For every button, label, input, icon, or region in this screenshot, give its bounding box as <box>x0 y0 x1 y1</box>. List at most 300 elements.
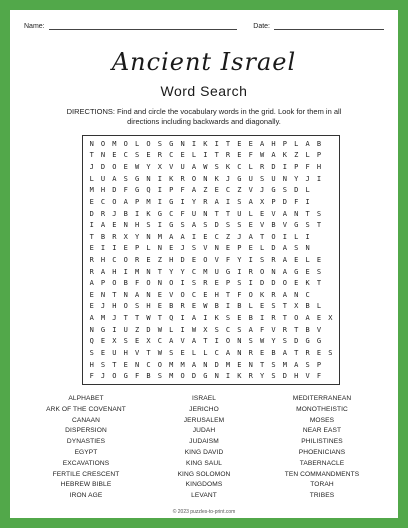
grid-letter[interactable]: I <box>225 197 231 206</box>
grid-letter[interactable]: M <box>203 267 208 276</box>
grid-letter[interactable]: R <box>248 267 253 276</box>
grid-letter[interactable]: P <box>135 197 140 206</box>
grid-letter[interactable]: V <box>214 255 219 264</box>
grid-letter[interactable]: T <box>282 314 287 323</box>
grid-letter[interactable]: B <box>214 302 219 311</box>
grid-letter[interactable]: T <box>294 325 299 334</box>
grid-letter[interactable]: E <box>191 302 197 311</box>
grid-letter[interactable]: A <box>305 314 310 323</box>
grid-letter[interactable]: O <box>112 163 117 172</box>
grid-letter[interactable]: S <box>316 209 322 218</box>
grid-letter[interactable]: I <box>191 232 197 241</box>
grid-letter[interactable]: E <box>237 151 242 160</box>
grid-letter[interactable]: N <box>214 372 219 381</box>
grid-letter[interactable]: R <box>180 174 185 183</box>
grid-letter[interactable]: L <box>191 348 197 357</box>
grid-letter[interactable]: M <box>157 232 162 241</box>
grid-letter[interactable]: T <box>225 209 231 218</box>
grid-letter[interactable]: G <box>271 186 276 195</box>
grid-letter[interactable]: A <box>191 186 197 195</box>
grid-letter[interactable]: I <box>203 314 208 323</box>
grid-letter[interactable]: Y <box>260 372 265 381</box>
grid-letter[interactable]: A <box>282 209 287 218</box>
grid-letter[interactable]: E <box>169 244 174 253</box>
grid-letter[interactable]: N <box>157 279 162 288</box>
grid-letter[interactable]: O <box>123 302 128 311</box>
grid-letter[interactable]: W <box>203 302 208 311</box>
grid-letter[interactable]: V <box>282 221 287 230</box>
grid-letter[interactable]: N <box>135 360 140 369</box>
grid-letter[interactable]: W <box>157 348 162 357</box>
grid-letter[interactable]: Y <box>146 163 151 172</box>
grid-letter[interactable]: V <box>180 337 185 346</box>
grid-letter[interactable]: N <box>123 290 128 299</box>
grid-letter[interactable]: B <box>271 348 276 357</box>
grid-letter[interactable]: I <box>157 174 162 183</box>
grid-letter[interactable]: B <box>248 314 253 323</box>
grid-letter[interactable] <box>325 336 336 348</box>
grid-letter[interactable]: D <box>146 325 151 334</box>
grid-letter[interactable]: N <box>146 232 151 241</box>
grid-letter[interactable]: U <box>248 174 253 183</box>
grid-letter[interactable]: E <box>248 139 253 148</box>
grid-letter[interactable]: E <box>294 279 299 288</box>
grid-letter[interactable]: L <box>248 163 253 172</box>
grid-letter[interactable]: B <box>123 279 128 288</box>
grid-letter[interactable]: S <box>305 360 310 369</box>
grid-letter[interactable]: E <box>237 314 242 323</box>
grid-letter[interactable]: E <box>237 139 242 148</box>
grid-letter[interactable]: J <box>225 174 231 183</box>
grid-letter[interactable]: S <box>169 348 174 357</box>
grid-letter[interactable]: O <box>260 267 265 276</box>
grid-letter[interactable]: B <box>123 209 128 218</box>
grid-letter[interactable] <box>325 161 336 173</box>
grid-letter[interactable]: S <box>260 174 265 183</box>
grid-letter[interactable]: P <box>169 186 174 195</box>
grid-letter[interactable]: N <box>203 360 208 369</box>
grid-letter[interactable]: G <box>100 325 106 334</box>
grid-letter[interactable]: R <box>305 348 310 357</box>
grid-letter[interactable]: M <box>169 372 174 381</box>
grid-letter[interactable]: E <box>316 314 322 323</box>
grid-letter[interactable]: E <box>214 186 219 195</box>
grid-letter[interactable]: E <box>237 360 242 369</box>
grid-letter[interactable]: I <box>305 232 310 241</box>
grid-letter[interactable]: N <box>294 209 299 218</box>
grid-letter[interactable]: S <box>135 302 140 311</box>
grid-letter[interactable]: D <box>260 279 265 288</box>
grid-letter[interactable]: I <box>180 325 185 334</box>
grid-letter[interactable] <box>313 231 324 243</box>
grid-letter[interactable]: S <box>271 372 276 381</box>
grid-letter[interactable]: A <box>191 337 197 346</box>
grid-letter[interactable]: V <box>135 348 140 357</box>
grid-letter[interactable]: I <box>214 139 219 148</box>
grid-letter[interactable]: B <box>316 139 322 148</box>
grid-letter[interactable]: E <box>89 197 94 206</box>
grid-letter[interactable]: I <box>203 151 208 160</box>
grid-letter[interactable] <box>325 266 336 278</box>
grid-letter[interactable]: A <box>169 232 174 241</box>
grid-letter[interactable]: R <box>260 163 265 172</box>
grid-letter[interactable]: Z <box>225 232 231 241</box>
grid-letter[interactable]: J <box>260 186 265 195</box>
grid-letter[interactable]: F <box>316 372 322 381</box>
grid-letter[interactable]: E <box>100 348 106 357</box>
grid-letter[interactable]: R <box>203 279 208 288</box>
grid-letter[interactable] <box>313 289 324 301</box>
grid-letter[interactable]: D <box>294 337 299 346</box>
grid-letter[interactable]: O <box>123 139 128 148</box>
grid-letter[interactable]: Y <box>135 232 140 241</box>
grid-letter[interactable]: T <box>282 302 287 311</box>
grid-letter[interactable]: I <box>214 337 219 346</box>
grid-letter[interactable]: S <box>146 221 151 230</box>
grid-letter[interactable]: H <box>316 163 322 172</box>
grid-letter[interactable]: C <box>225 325 231 334</box>
grid-letter[interactable]: N <box>237 337 242 346</box>
grid-letter[interactable]: L <box>248 209 253 218</box>
grid-letter[interactable]: E <box>135 337 140 346</box>
grid-letter[interactable] <box>325 370 336 382</box>
grid-letter[interactable]: W <box>191 325 197 334</box>
grid-letter[interactable]: E <box>112 221 117 230</box>
grid-letter[interactable]: G <box>294 267 299 276</box>
grid-letter[interactable]: S <box>271 360 276 369</box>
grid-letter[interactable]: I <box>112 244 117 253</box>
grid-letter[interactable]: D <box>89 209 94 218</box>
grid-letter[interactable]: A <box>135 290 140 299</box>
grid-letter[interactable] <box>325 359 336 371</box>
grid-letter[interactable]: X <box>146 337 151 346</box>
grid-letter[interactable] <box>325 231 336 243</box>
grid-letter[interactable] <box>325 173 336 185</box>
grid-letter[interactable]: F <box>180 186 185 195</box>
grid-letter[interactable]: J <box>112 209 117 218</box>
grid-letter[interactable]: K <box>146 209 151 218</box>
grid-letter[interactable]: A <box>89 314 94 323</box>
grid-letter[interactable]: L <box>305 151 310 160</box>
grid-letter[interactable]: V <box>169 163 174 172</box>
grid-letter[interactable]: N <box>157 244 162 253</box>
grid-letter[interactable]: A <box>191 163 197 172</box>
grid-letter[interactable]: P <box>316 151 322 160</box>
grid-letter[interactable]: O <box>294 314 299 323</box>
grid-letter[interactable]: O <box>146 279 151 288</box>
grid-letter[interactable]: K <box>169 174 174 183</box>
grid-letter[interactable]: C <box>214 348 219 357</box>
grid-letter[interactable]: O <box>180 290 185 299</box>
grid-letter[interactable]: R <box>282 325 287 334</box>
grid-letter[interactable]: F <box>294 197 299 206</box>
grid-letter[interactable]: A <box>112 174 117 183</box>
grid-letter[interactable]: G <box>123 372 128 381</box>
grid-letter[interactable]: H <box>146 302 151 311</box>
grid-letter[interactable]: A <box>282 348 287 357</box>
grid-letter[interactable]: I <box>282 232 287 241</box>
grid-letter[interactable]: K <box>305 279 310 288</box>
grid-letter[interactable] <box>325 243 336 255</box>
grid-letter[interactable]: U <box>123 325 128 334</box>
grid-letter[interactable]: M <box>169 360 174 369</box>
grid-letter[interactable]: V <box>260 221 265 230</box>
grid-letter[interactable]: N <box>123 221 128 230</box>
grid-letter[interactable]: M <box>135 267 140 276</box>
grid-letter[interactable]: P <box>225 279 231 288</box>
grid-letter[interactable]: R <box>203 197 208 206</box>
grid-letter[interactable]: E <box>305 267 310 276</box>
grid-letter[interactable]: B <box>146 372 151 381</box>
grid-letter[interactable]: U <box>112 348 117 357</box>
grid-letter[interactable]: F <box>225 255 231 264</box>
grid-letter[interactable]: F <box>135 372 140 381</box>
grid-letter[interactable]: F <box>180 209 185 218</box>
date-blank[interactable] <box>274 22 384 30</box>
grid-letter[interactable]: L <box>146 244 151 253</box>
grid-letter[interactable]: T <box>294 348 299 357</box>
grid-letter[interactable]: K <box>282 151 287 160</box>
grid-letter[interactable]: P <box>135 244 140 253</box>
grid-letter[interactable]: T <box>135 314 140 323</box>
grid-letter[interactable]: E <box>123 244 128 253</box>
grid-letter[interactable]: H <box>294 372 299 381</box>
grid-letter[interactable]: J <box>180 244 185 253</box>
grid-letter[interactable]: I <box>180 279 185 288</box>
grid-letter[interactable]: A <box>100 267 106 276</box>
grid-letter[interactable]: Y <box>237 255 242 264</box>
grid-letter[interactable]: A <box>248 232 253 241</box>
grid-letter[interactable]: A <box>180 232 185 241</box>
grid-letter[interactable]: M <box>282 360 287 369</box>
grid-letter[interactable]: O <box>271 232 276 241</box>
grid-letter[interactable]: S <box>214 163 219 172</box>
grid-letter[interactable]: O <box>180 372 185 381</box>
grid-letter[interactable]: S <box>294 244 299 253</box>
grid-letter[interactable]: O <box>248 290 253 299</box>
grid-letter[interactable]: R <box>100 209 106 218</box>
grid-letter[interactable]: T <box>260 360 265 369</box>
grid-letter[interactable]: F <box>123 186 128 195</box>
grid-letter[interactable]: N <box>294 290 299 299</box>
grid-letter[interactable]: B <box>169 302 174 311</box>
grid-letter[interactable]: C <box>123 151 128 160</box>
grid-letter[interactable]: E <box>203 232 208 241</box>
grid-letter[interactable]: E <box>100 337 106 346</box>
grid-letter[interactable]: Y <box>191 197 197 206</box>
grid-letter[interactable]: G <box>203 372 208 381</box>
grid-letter[interactable]: W <box>157 325 162 334</box>
grid-letter[interactable]: O <box>123 255 128 264</box>
grid-letter[interactable]: H <box>89 360 94 369</box>
grid-letter[interactable]: E <box>112 151 117 160</box>
grid-letter[interactable]: C <box>237 163 242 172</box>
grid-letter[interactable]: C <box>191 267 197 276</box>
grid-letter[interactable]: C <box>169 151 174 160</box>
grid-letter[interactable]: U <box>214 267 219 276</box>
grid-letter[interactable]: S <box>157 139 162 148</box>
grid-letter[interactable]: W <box>260 151 265 160</box>
grid-letter[interactable]: N <box>100 151 106 160</box>
grid-letter[interactable]: I <box>89 221 94 230</box>
grid-letter[interactable]: O <box>112 197 117 206</box>
grid-letter[interactable]: T <box>157 267 162 276</box>
grid-letter[interactable]: T <box>214 151 219 160</box>
grid-letter[interactable] <box>325 184 336 196</box>
grid-letter[interactable]: T <box>203 337 208 346</box>
grid-letter[interactable]: I <box>225 372 231 381</box>
grid-letter[interactable]: S <box>282 186 287 195</box>
grid-letter[interactable]: K <box>214 314 219 323</box>
grid-letter[interactable]: J <box>100 372 106 381</box>
grid-letter[interactable]: M <box>146 197 151 206</box>
grid-letter[interactable] <box>325 301 336 313</box>
grid-letter[interactable]: K <box>203 139 208 148</box>
grid-letter[interactable] <box>325 150 336 162</box>
grid-letter[interactable]: W <box>146 314 151 323</box>
grid-letter[interactable]: T <box>225 290 231 299</box>
grid-letter[interactable]: Z <box>135 325 140 334</box>
grid-letter[interactable]: I <box>248 255 253 264</box>
grid-letter[interactable]: X <box>294 302 299 311</box>
grid-letter[interactable]: A <box>169 337 174 346</box>
grid-letter[interactable]: I <box>180 314 185 323</box>
grid-letter[interactable]: F <box>248 151 253 160</box>
grid-letter[interactable]: I <box>191 139 197 148</box>
grid-letter[interactable]: E <box>180 348 185 357</box>
grid-letter[interactable]: N <box>214 244 219 253</box>
grid-letter[interactable]: K <box>214 174 219 183</box>
grid-letter[interactable]: Z <box>157 255 162 264</box>
grid-letter[interactable] <box>325 254 336 266</box>
grid-letter[interactable]: R <box>271 290 276 299</box>
grid-letter[interactable]: U <box>271 174 276 183</box>
grid-letter[interactable]: S <box>225 314 231 323</box>
grid-letter[interactable]: H <box>271 139 276 148</box>
grid-letter[interactable]: N <box>180 139 185 148</box>
grid-letter[interactable]: D <box>271 163 276 172</box>
grid-letter[interactable]: R <box>180 302 185 311</box>
grid-letter[interactable]: H <box>100 186 106 195</box>
grid-letter[interactable]: B <box>305 302 310 311</box>
grid-letter[interactable]: G <box>225 267 231 276</box>
grid-letter[interactable]: T <box>316 221 322 230</box>
grid-letter[interactable]: S <box>157 372 162 381</box>
grid-letter[interactable]: D <box>180 255 185 264</box>
grid-letter[interactable]: L <box>260 244 265 253</box>
grid-letter[interactable]: R <box>112 232 117 241</box>
grid-letter[interactable]: Z <box>237 186 242 195</box>
grid-letter[interactable]: J <box>100 302 106 311</box>
grid-letter[interactable]: Y <box>294 174 299 183</box>
grid-letter[interactable]: S <box>100 360 106 369</box>
grid-letter[interactable] <box>325 208 336 220</box>
grid-letter[interactable]: B <box>305 325 310 334</box>
grid-letter[interactable]: E <box>89 290 94 299</box>
grid-letter[interactable]: O <box>112 372 117 381</box>
grid-letter[interactable]: A <box>191 360 197 369</box>
grid-letter[interactable]: L <box>89 174 94 183</box>
grid-letter[interactable]: Z <box>203 186 208 195</box>
grid-letter[interactable]: E <box>203 290 208 299</box>
grid-letter[interactable]: L <box>305 255 310 264</box>
grid-letter[interactable]: C <box>225 186 231 195</box>
grid-letter[interactable]: I <box>237 267 242 276</box>
grid-letter[interactable]: X <box>112 337 117 346</box>
grid-letter[interactable]: S <box>282 337 287 346</box>
grid-letter[interactable]: W <box>203 163 208 172</box>
grid-letter[interactable]: V <box>305 372 310 381</box>
grid-letter[interactable]: V <box>169 290 174 299</box>
grid-letter[interactable]: S <box>237 221 242 230</box>
grid-letter[interactable]: E <box>191 255 197 264</box>
grid-letter[interactable]: A <box>214 197 219 206</box>
grid-letter[interactable]: D <box>282 197 287 206</box>
grid-letter[interactable]: R <box>89 267 94 276</box>
grid-letter[interactable]: I <box>260 314 265 323</box>
grid-letter[interactable]: B <box>100 232 106 241</box>
grid-letter[interactable]: I <box>157 186 162 195</box>
grid-letter[interactable]: A <box>248 325 253 334</box>
grid-letter[interactable]: J <box>237 232 242 241</box>
grid-letter[interactable]: B <box>271 221 276 230</box>
grid-letter[interactable]: E <box>214 279 219 288</box>
grid-letter[interactable]: U <box>191 209 197 218</box>
grid-letter[interactable]: E <box>123 163 128 172</box>
grid-letter[interactable]: E <box>157 302 162 311</box>
grid-letter[interactable]: I <box>180 197 185 206</box>
grid-letter[interactable]: G <box>169 221 174 230</box>
grid-letter[interactable]: S <box>305 221 310 230</box>
grid-letter[interactable]: T <box>316 279 322 288</box>
grid-letter[interactable]: P <box>271 197 276 206</box>
grid-letter[interactable]: L <box>305 186 310 195</box>
grid-letter[interactable]: N <box>237 348 242 357</box>
grid-letter[interactable]: G <box>169 197 174 206</box>
grid-letter[interactable]: C <box>191 290 197 299</box>
grid-letter[interactable]: Z <box>294 151 299 160</box>
grid-letter[interactable]: L <box>294 139 299 148</box>
grid-letter[interactable]: S <box>123 337 128 346</box>
grid-letter[interactable]: X <box>123 232 128 241</box>
grid-letter[interactable]: E <box>146 151 151 160</box>
grid-letter[interactable]: H <box>214 290 219 299</box>
grid-letter[interactable]: S <box>89 348 94 357</box>
grid-letter[interactable]: E <box>316 255 322 264</box>
grid-letter[interactable]: S <box>260 255 265 264</box>
grid-letter[interactable]: I <box>157 197 162 206</box>
grid-letter[interactable]: L <box>203 348 208 357</box>
grid-letter[interactable]: K <box>237 372 242 381</box>
grid-letter[interactable]: Q <box>89 337 94 346</box>
grid-letter[interactable]: T <box>112 360 117 369</box>
grid-letter[interactable]: Y <box>271 337 276 346</box>
grid-letter[interactable]: I <box>157 221 162 230</box>
grid-letter[interactable]: A <box>248 197 253 206</box>
grid-letter[interactable]: S <box>203 221 208 230</box>
grid-letter[interactable]: O <box>112 279 117 288</box>
grid-letter[interactable]: S <box>180 221 185 230</box>
grid-letter[interactable]: O <box>169 279 174 288</box>
grid-letter[interactable] <box>313 196 324 208</box>
grid-letter[interactable]: T <box>260 232 265 241</box>
grid-letter[interactable]: I <box>135 209 140 218</box>
grid-letter[interactable]: X <box>328 314 333 323</box>
grid-letter[interactable] <box>325 138 336 150</box>
grid-letter[interactable]: P <box>100 279 106 288</box>
grid-letter[interactable]: O <box>203 255 208 264</box>
grid-letter[interactable]: A <box>271 151 276 160</box>
